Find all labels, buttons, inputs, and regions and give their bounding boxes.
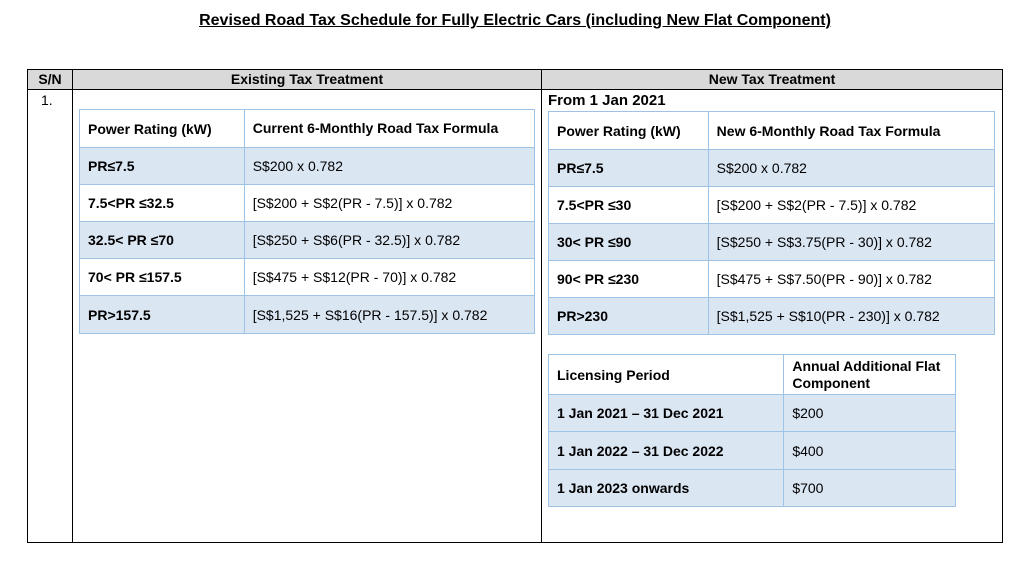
table-row (549, 395, 956, 432)
table-row (549, 187, 995, 224)
table-row (549, 261, 995, 298)
power-rating-cell: 7.5<PR ≤32.5 (80, 185, 245, 222)
table-row (80, 259, 535, 296)
table-header-row (80, 110, 535, 148)
header-existing: Existing Tax Treatment (230, 71, 384, 87)
table-header-row (549, 112, 995, 150)
formula-cell: [S$200 + S$2(PR - 7.5)] x 0.782 (244, 185, 534, 222)
header-new: New Tax Treatment (708, 71, 836, 87)
table-row (80, 185, 535, 222)
column-header-formula: Current 6-Monthly Road Tax Formula (244, 110, 534, 148)
table-header-row (549, 355, 956, 395)
header-sn: S/N (38, 71, 62, 87)
power-rating-cell: PR>157.5 (80, 296, 245, 334)
table-row (549, 224, 995, 261)
column-header-power-rating: Power Rating (kW) (80, 110, 245, 148)
power-rating-cell: 90< PR ≤230 (549, 261, 709, 298)
formula-cell: [S$200 + S$2(PR - 7.5)] x 0.782 (708, 187, 994, 224)
power-rating-cell: PR≤7.5 (549, 150, 709, 187)
power-rating-cell: PR≤7.5 (80, 148, 245, 185)
table-row (549, 298, 995, 335)
power-rating-cell: PR>230 (549, 298, 709, 335)
formula-cell: [S$250 + S$6(PR - 32.5)] x 0.782 (244, 222, 534, 259)
formula-cell: [S$1,525 + S$10(PR - 230)] x 0.782 (708, 298, 994, 335)
licensing-period-cell: 1 Jan 2022 – 31 Dec 2022 (549, 432, 784, 470)
column-header-licensing-period: Licensing Period (549, 355, 784, 395)
existing-tax-table (79, 109, 535, 334)
column-header-flat-component: Annual Additional Flat Component (784, 355, 956, 395)
formula-cell: [S$475 + S$12(PR - 70)] x 0.782 (244, 259, 534, 296)
table-row (80, 148, 535, 185)
formula-cell: S$200 x 0.782 (708, 150, 994, 187)
serial-number: 1. (41, 92, 53, 108)
table-row (549, 470, 956, 507)
page-title: Revised Road Tax Schedule for Fully Electric Cars (including New Flat Component) (199, 12, 831, 29)
amount-cell: $400 (784, 432, 956, 470)
new-tax-table (548, 111, 995, 335)
licensing-period-cell: 1 Jan 2023 onwards (549, 470, 784, 507)
column-divider (541, 70, 542, 542)
power-rating-cell: 70< PR ≤157.5 (80, 259, 245, 296)
table-row (549, 432, 956, 470)
effective-date: From 1 Jan 2021 (548, 92, 666, 109)
power-rating-cell: 32.5< PR ≤70 (80, 222, 245, 259)
formula-cell: [S$250 + S$3.75(PR - 30)] x 0.782 (708, 224, 994, 261)
table-row (80, 296, 535, 334)
column-header-formula: New 6-Monthly Road Tax Formula (708, 112, 994, 150)
flat-component-table (548, 354, 956, 507)
formula-cell: [S$475 + S$7.50(PR - 90)] x 0.782 (708, 261, 994, 298)
column-header-power-rating: Power Rating (kW) (549, 112, 709, 150)
header-divider (28, 89, 1002, 90)
formula-cell: S$200 x 0.782 (244, 148, 534, 185)
amount-cell: $200 (784, 395, 956, 432)
table-row (549, 150, 995, 187)
power-rating-cell: 7.5<PR ≤30 (549, 187, 709, 224)
licensing-period-cell: 1 Jan 2021 – 31 Dec 2021 (549, 395, 784, 432)
table-row (80, 222, 535, 259)
sn-divider (72, 70, 73, 542)
power-rating-cell: 30< PR ≤90 (549, 224, 709, 261)
amount-cell: $700 (784, 470, 956, 507)
formula-cell: [S$1,525 + S$16(PR - 157.5)] x 0.782 (244, 296, 534, 334)
